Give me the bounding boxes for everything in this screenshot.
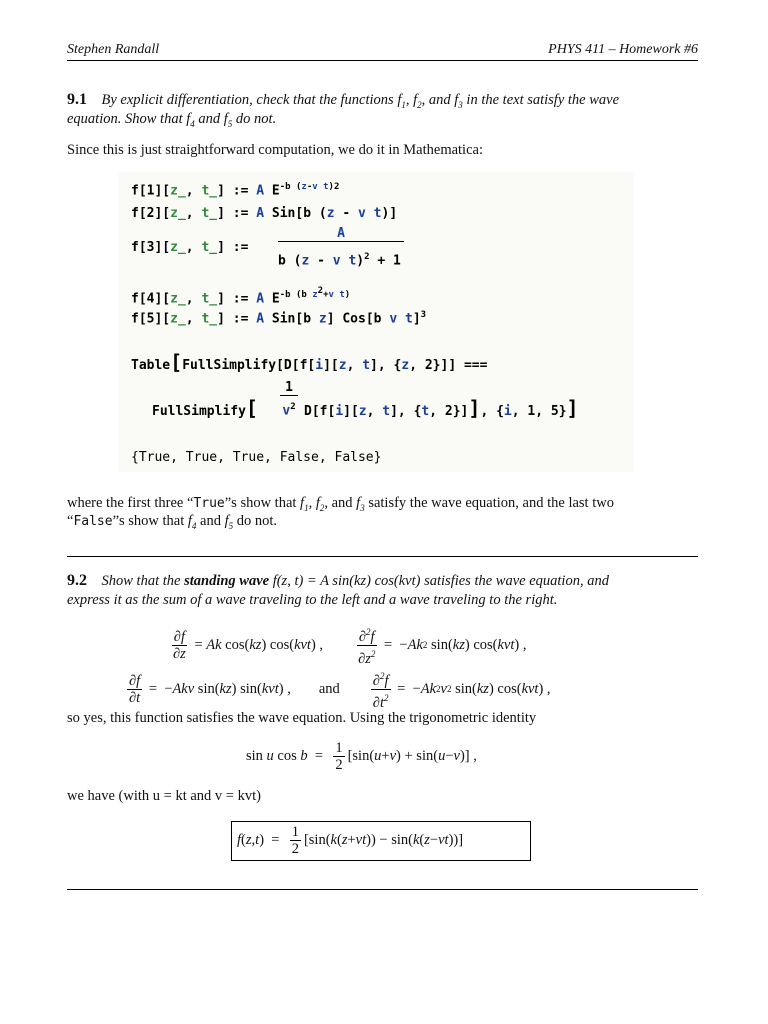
code-frac-num: 1 bbox=[280, 380, 298, 396]
problem-number: 9.2 bbox=[67, 572, 87, 589]
bottom-rule bbox=[67, 889, 698, 890]
problem-9-1-prompt-line2: equation. Show that $f_4$ and $f_5$ do not. bbox=[67, 111, 277, 129]
header-rule bbox=[67, 60, 698, 61]
code-line-fullsimplify-rest: D[f[i][z, t], {t, 2}]], {i, 1, 5}] bbox=[304, 396, 579, 420]
trig-identity: sin u cos b = $\frac{1}{2}$ [sin( u + v ) + sin( u − v )] , bbox=[246, 740, 477, 773]
header-course: PHYS 411 – Homework #6 bbox=[548, 42, 698, 57]
problem-number: 9.1 bbox=[67, 91, 87, 108]
problem-9-2-prompt: 9.2 Show that the standing wave f(z, t) = A sin(kz) cos(kvt) satisfies the wave equation, and bbox=[67, 572, 609, 589]
code-line-f5: f[5][z_, t_] := A Sin[b z] Cos[b v t]$^3$ bbox=[131, 310, 427, 327]
code-line-f4: f[4][z_, t_] := A $E^{-b (b z^2+v t)}$ bbox=[131, 286, 351, 307]
code-line-f2: f[2][z_, t_] := A Sin[b (z - v t)] bbox=[131, 206, 398, 221]
conclusion-text: so yes, this function satisfies the wave equation. Using the trigonometric identity bbox=[67, 710, 537, 726]
section-rule bbox=[67, 556, 698, 557]
after-code-text-line2: “False”s show that $f_4$ and $f_5$ do not. bbox=[67, 513, 278, 531]
problem-9-2-prompt-line2: express it as the sum of a wave traveling to the left and a wave traveling to the right. bbox=[67, 592, 558, 608]
code-frac-den: $v^2$ bbox=[282, 402, 296, 419]
we-have-text: we have (with u = kt and v = kvt) bbox=[67, 788, 261, 804]
after-code-text: where the first three “True”s show that $f_1$, $f_2$, and $f_3$ satisfy the wave equation, and the last two bbox=[67, 495, 614, 513]
intro-text: Since this is just straightforward computation, we do it in Mathematica: bbox=[67, 142, 483, 158]
mathematica-code-block bbox=[118, 172, 634, 472]
code-line-table: Table[FullSimplify[D[f[i][z, t], {z, 2}]] === bbox=[131, 350, 488, 374]
header-author: Stephen Randall bbox=[67, 42, 160, 57]
problem-9-1-prompt: 9.1 By explicit differentiation, check that the functions $f_1$, $f_2$, and $f_3$ in the text satisfy the wave bbox=[67, 91, 620, 110]
code-line-f1: f[1][z_, t_] := A $E^{-b (z-v t)2}$ bbox=[131, 182, 340, 199]
code-result: {True, True, True, False, False} bbox=[131, 450, 382, 465]
code-f3-numerator: A bbox=[278, 226, 404, 242]
equation-row-2: $\frac{\partial f}{\partial t}$ = − Akv sin( kz ) sin( kvt ) , and $\frac{\partial^2f}{\partial t^2}$ = − Ak 2 v 2 sin( kz ) cos( kvt ) , bbox=[124, 668, 551, 711]
code-line-fullsimplify: FullSimplify[ bbox=[152, 396, 258, 420]
code-f3-denominator: b (z - v t)$^2$ + 1 bbox=[278, 252, 401, 269]
equation-row-1: $\frac{\partial f}{\partial z}$ = Ak cos( kz ) cos( kvt ) , $\frac{\partial^2f}{\partial z^2}$ = − Ak 2 sin( kz ) cos( kvt ) , bbox=[168, 624, 527, 667]
code-line-f3: f[3][z_, t_] := bbox=[131, 240, 249, 255]
boxed-equation: f ( z , t ) = $\frac{1}{2}$ [sin( k ( z + vt )) − sin( k ( z − vt ))] bbox=[237, 824, 464, 857]
